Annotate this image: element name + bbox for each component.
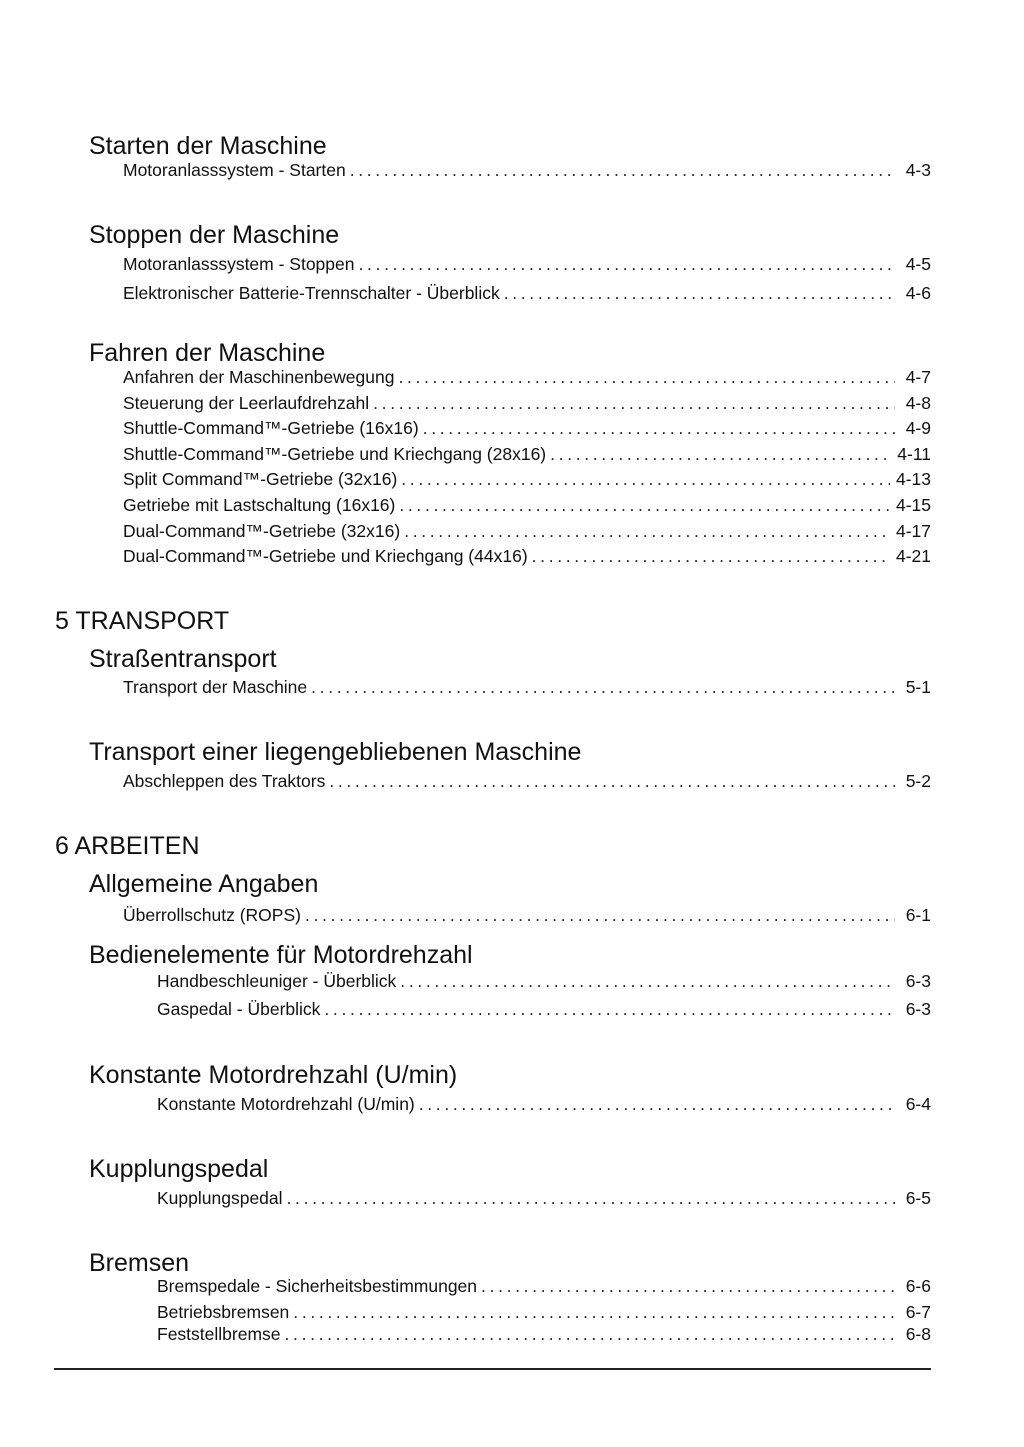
toc-entry[interactable] bbox=[123, 493, 931, 517]
toc-entry-page: 5-1 bbox=[905, 677, 931, 697]
toc-entry[interactable] bbox=[157, 1274, 931, 1298]
toc-entry-page: 6-6 bbox=[905, 1276, 931, 1296]
toc-entry-page: 4-6 bbox=[905, 283, 931, 303]
toc-entry-label: Shuttle-Command™-Getriebe und Kriechgang (28x16) bbox=[123, 444, 547, 464]
toc-entry-label: Abschleppen des Traktors bbox=[123, 771, 326, 791]
dot-leader bbox=[532, 544, 890, 568]
section-heading-starten: Starten der Maschine bbox=[89, 132, 327, 160]
toc-entry[interactable] bbox=[123, 365, 931, 389]
dot-leader bbox=[359, 252, 896, 276]
toc-entry[interactable] bbox=[123, 519, 931, 543]
chapter-heading-arbeiten: 6 ARBEITEN bbox=[55, 832, 200, 860]
dot-leader bbox=[398, 365, 895, 389]
toc-entry-label: Konstante Motordrehzahl (U/min) bbox=[157, 1094, 415, 1114]
toc-entry-page: 6-7 bbox=[905, 1302, 931, 1322]
toc-entry[interactable] bbox=[157, 969, 931, 993]
toc-entry-page: 5-2 bbox=[905, 771, 931, 791]
section-heading-bremsen: Bremsen bbox=[89, 1249, 190, 1277]
dot-leader bbox=[373, 391, 895, 415]
toc-entry-page: 4-3 bbox=[905, 160, 931, 180]
toc-entry-page: 6-4 bbox=[905, 1094, 931, 1114]
dot-leader bbox=[293, 1300, 895, 1324]
chapter-heading-transport: 5 TRANSPORT bbox=[55, 607, 230, 635]
section-heading-stoppen: Stoppen der Maschine bbox=[89, 221, 340, 249]
toc-entry-label: Steuerung der Leerlaufdrehzahl bbox=[123, 393, 370, 413]
toc-entry[interactable] bbox=[123, 281, 931, 305]
toc-entry[interactable] bbox=[157, 1322, 931, 1346]
dot-leader bbox=[419, 1092, 895, 1116]
toc-entry[interactable] bbox=[157, 1092, 931, 1116]
toc-entry-label: Dual-Command™-Getriebe (32x16) bbox=[123, 521, 401, 541]
toc-entry-label: Betriebsbremsen bbox=[157, 1302, 290, 1322]
toc-entry[interactable] bbox=[123, 903, 931, 927]
toc-entry-label: Kupplungspedal bbox=[157, 1188, 283, 1208]
toc-entry-label: Getriebe mit Lastschaltung (16x16) bbox=[123, 495, 396, 515]
toc-entry-label: Transport der Maschine bbox=[123, 677, 308, 697]
dot-leader bbox=[504, 281, 895, 305]
toc-entry[interactable] bbox=[123, 158, 931, 182]
dot-leader bbox=[305, 903, 895, 927]
toc-entry-page: 4-5 bbox=[905, 254, 931, 274]
toc-entry-label: Überrollschutz (ROPS) bbox=[123, 905, 301, 925]
dot-leader bbox=[550, 442, 891, 466]
footer-divider bbox=[54, 1368, 931, 1370]
toc-entry-page: 6-3 bbox=[905, 999, 931, 1019]
dot-leader bbox=[423, 416, 895, 440]
section-heading-allgemein: Allgemeine Angaben bbox=[89, 870, 319, 898]
toc-entry-page: 4-8 bbox=[905, 393, 931, 413]
section-heading-fahren: Fahren der Maschine bbox=[89, 339, 326, 367]
section-heading-konstante-drehzahl: Konstante Motordrehzahl (U/min) bbox=[89, 1061, 458, 1089]
toc-entry-label: Bremspedale - Sicherheitsbestimmungen bbox=[157, 1276, 478, 1296]
toc-entry-page: 4-13 bbox=[895, 469, 931, 489]
section-heading-bedienelemente: Bedienelemente für Motordrehzahl bbox=[89, 941, 473, 969]
dot-leader bbox=[329, 769, 895, 793]
toc-entry-page: 6-3 bbox=[905, 971, 931, 991]
toc-entry-label: Dual-Command™-Getriebe und Kriechgang (44x16) bbox=[123, 546, 528, 566]
dot-leader bbox=[285, 1322, 895, 1346]
toc-entry[interactable] bbox=[123, 442, 931, 466]
toc-entry-label: Handbeschleuniger - Überblick bbox=[157, 971, 397, 991]
toc-entry-page: 4-11 bbox=[897, 444, 931, 464]
toc-entry-page: 4-15 bbox=[895, 495, 931, 515]
section-heading-kupplungspedal: Kupplungspedal bbox=[89, 1155, 269, 1183]
toc-entry-page: 6-8 bbox=[905, 1324, 931, 1344]
dot-leader bbox=[287, 1186, 895, 1210]
toc-entry[interactable] bbox=[123, 769, 931, 793]
dot-leader bbox=[324, 997, 895, 1021]
toc-entry[interactable] bbox=[157, 1300, 931, 1324]
toc-entry[interactable] bbox=[123, 467, 931, 491]
toc-entry-label: Shuttle-Command™-Getriebe (16x16) bbox=[123, 418, 419, 438]
toc-entry-label: Anfahren der Maschinenbewegung bbox=[123, 367, 395, 387]
toc-entry[interactable] bbox=[123, 416, 931, 440]
toc-entry[interactable] bbox=[157, 997, 931, 1021]
dot-leader bbox=[350, 158, 895, 182]
toc-entry[interactable] bbox=[123, 675, 931, 699]
toc-entry[interactable] bbox=[123, 391, 931, 415]
toc-entry[interactable] bbox=[123, 544, 931, 568]
toc-entry-page: 6-5 bbox=[905, 1188, 931, 1208]
toc-entry-label: Gaspedal - Überblick bbox=[157, 999, 321, 1019]
toc-entry-page: 4-17 bbox=[895, 521, 931, 541]
section-heading-liegengeblieben: Transport einer liegengebliebenen Maschine bbox=[89, 738, 582, 766]
toc-entry[interactable] bbox=[123, 252, 931, 276]
toc-entry-label: Motoranlasssystem - Starten bbox=[123, 160, 346, 180]
dot-leader bbox=[404, 519, 890, 543]
section-heading-strassentransport: Straßentransport bbox=[89, 645, 277, 673]
toc-entry-label: Motoranlasssystem - Stoppen bbox=[123, 254, 355, 274]
toc-entry-label: Elektronischer Batterie-Trennschalter - Überblick bbox=[123, 283, 500, 303]
toc-entry-page: 4-9 bbox=[905, 418, 931, 438]
dot-leader bbox=[399, 493, 890, 517]
toc-entry-page: 6-1 bbox=[905, 905, 931, 925]
toc-entry-label: Split Command™-Getriebe (32x16) bbox=[123, 469, 398, 489]
toc-entry[interactable] bbox=[157, 1186, 931, 1210]
dot-leader bbox=[311, 675, 895, 699]
toc-entry-page: 4-7 bbox=[905, 367, 931, 387]
dot-leader bbox=[400, 969, 895, 993]
dot-leader bbox=[481, 1274, 895, 1298]
toc-entry-label: Feststellbremse bbox=[157, 1324, 281, 1344]
toc-entry-page: 4-21 bbox=[895, 546, 931, 566]
dot-leader bbox=[401, 467, 890, 491]
